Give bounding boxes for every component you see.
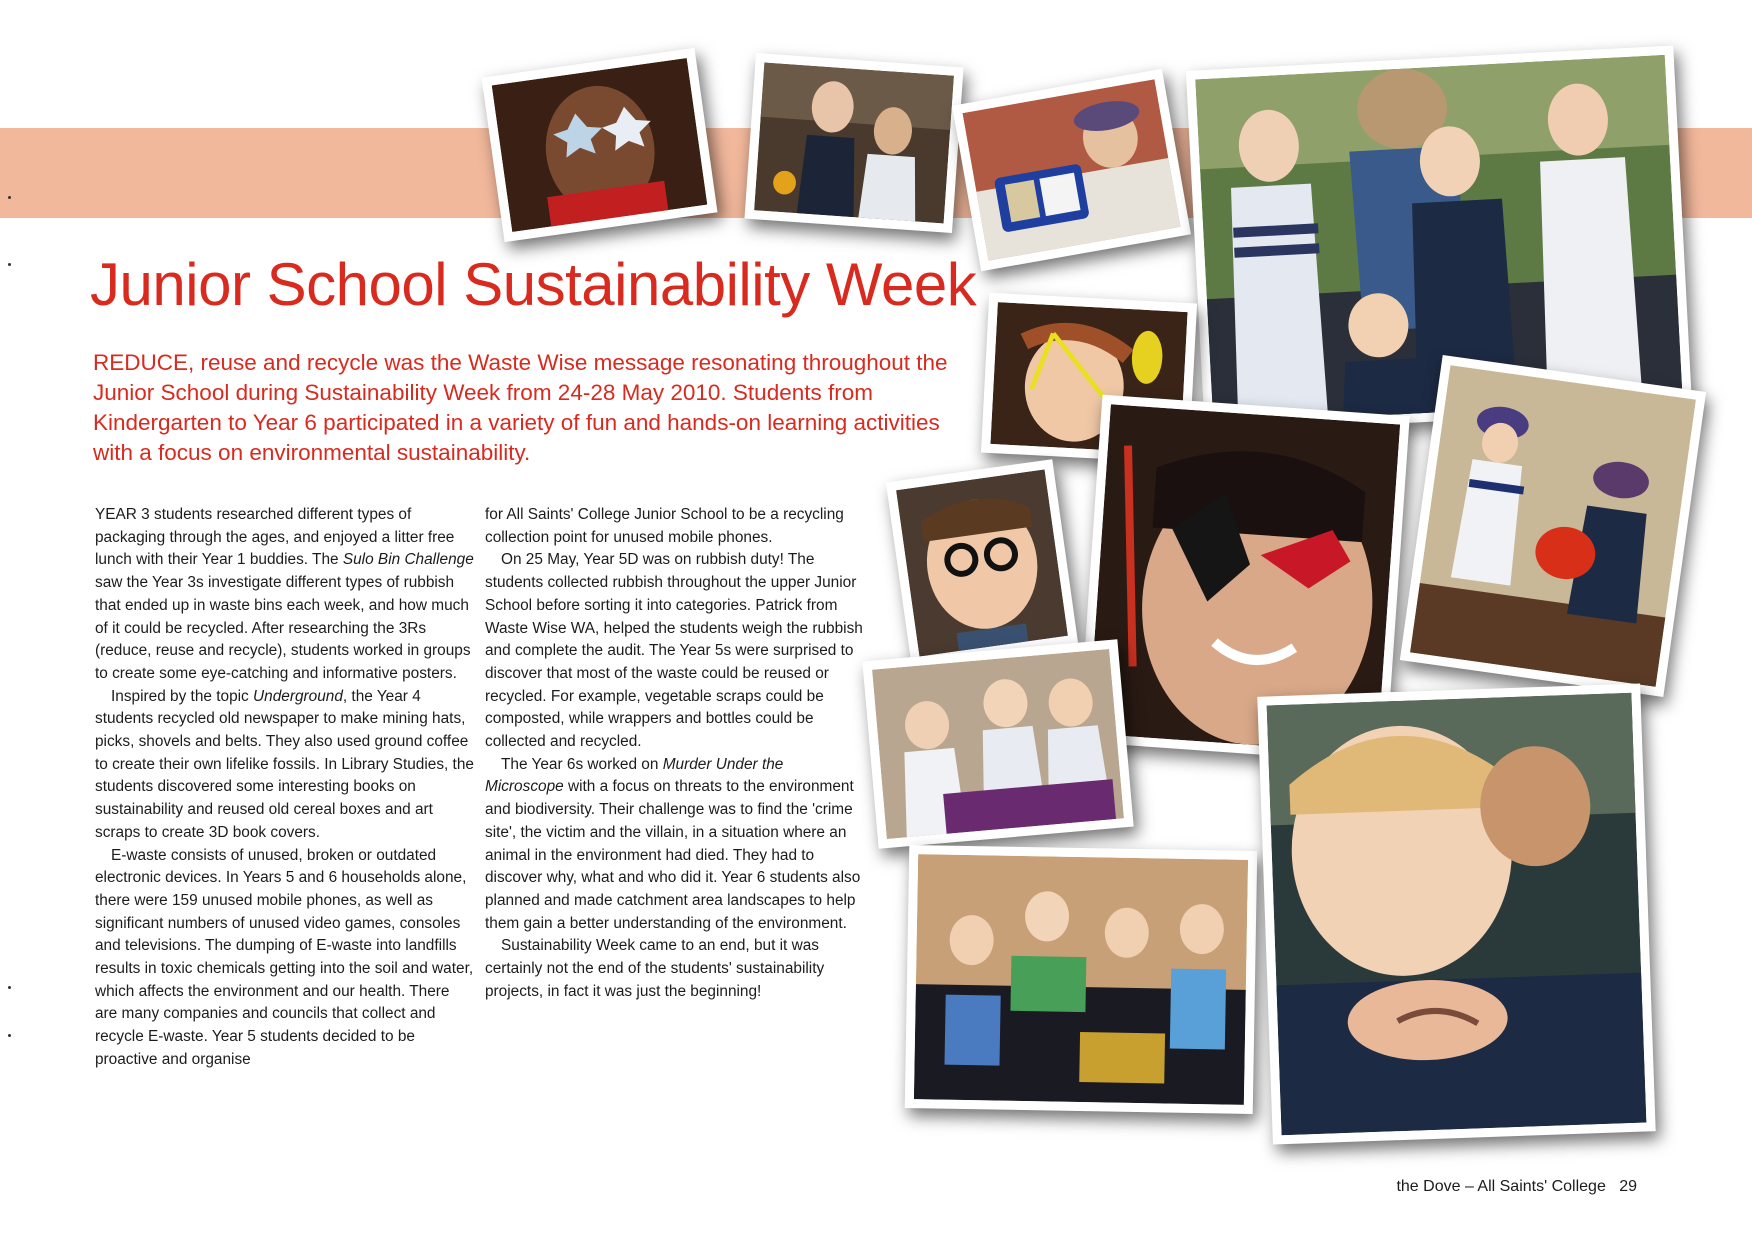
photo-boy-lunchbox	[952, 69, 1191, 271]
photo-students-table-activity	[862, 639, 1133, 849]
article-intro: REDUCE, reuse and recycle was the Waste Wise message resonating throughout the Junior School during Sustainability Week from 24-28 May 2010. Students from Kindergarten to Year 6 participated in a variety of fun and hands-on learning activities with a focus on environmental sustainability.	[93, 350, 948, 465]
scan-mark	[8, 986, 11, 989]
paragraph: for All Saints' College Junior School to be a recycling collection point for unused mobile phones.	[485, 506, 844, 546]
page-number: 29	[1619, 1178, 1637, 1195]
paragraph: E-waste consists of unused, broken or outdated electronic devices. In Years 5 and 6 households alone, there were 159 unused mobile phones, as well as significant numbers of unused video games, consoles and televisions. The dumping of E-waste into landfills results in toxic chemicals getting into the soil and water, which affects the environment and our health. There are many companies and councils that collect and recycle E-waste. Year 5 students decided to be proactive and organise	[95, 846, 474, 1068]
body-column-1	[95, 504, 475, 1072]
page-footer	[1396, 1178, 1637, 1196]
photo-kids-gardening-hats	[1400, 355, 1706, 697]
paragraph: YEAR 3 students researched different types of packaging through the ages, and enjoyed a litter free lunch with their Year 1 buddies. The Sulo Bin Challenge saw the Year 3s investigate different types of rubbish that ended up in waste bins each week, and how much of it could be recycled. After researching the 3Rs (reduce, reuse and recycle), students worked in groups to create some eye-catching and informative posters.	[95, 506, 474, 682]
photo-girls-kitchen	[744, 53, 963, 233]
photo-boy-black-glasses	[886, 459, 1078, 667]
scan-mark	[8, 263, 11, 266]
scan-mark	[8, 196, 11, 199]
paragraph: On 25 May, Year 5D was on rubbish duty! The students collected rubbish throughout the upper Junior School before sorting it into categories. Patrick from Waste Wise WA, helped the students weigh the rubbish and complete the audit. The Year 5s were surprised to discover that most of the waste could be reused or recycled. For example, vegetable scraps could be composted, while wrappers and bottles could be collected and recycled.	[485, 551, 863, 751]
photo-students-holding-projects	[905, 845, 1258, 1114]
body-column-2	[485, 504, 865, 1003]
photo-girl-holding-worm	[1257, 683, 1655, 1144]
paragraph: Sustainability Week came to an end, but it was certainly not the end of the students' sustainability projects, in fact it was just the beginning!	[485, 937, 825, 1000]
article-title: Junior School Sustainability Week	[90, 251, 977, 318]
scan-mark	[8, 1034, 11, 1037]
running-title: the Dove – All Saints' College	[1396, 1178, 1606, 1195]
paragraph: The Year 6s worked on Murder Under the Microscope with a focus on threats to the environment and biodiversity. Their challenge was to find the 'crime site', the victim and the villain, in a situation where an animal in the environment had died. They had to discover why, what and who did it. Year 6 students also planned and made catchment area landscapes to help them gain a better understanding of the environment.	[485, 755, 861, 932]
photo-girl-star-glasses	[481, 48, 717, 242]
paragraph: Inspired by the topic Underground, the Year 4 students recycled old newspaper to make mining hats, picks, shovels and belts. They also used ground coffee to create their own lifelike fossils. In Library Studies, the students discovered some interesting books on sustainability and reused old cereal boxes and art scraps to create 3D book covers.	[95, 687, 474, 841]
